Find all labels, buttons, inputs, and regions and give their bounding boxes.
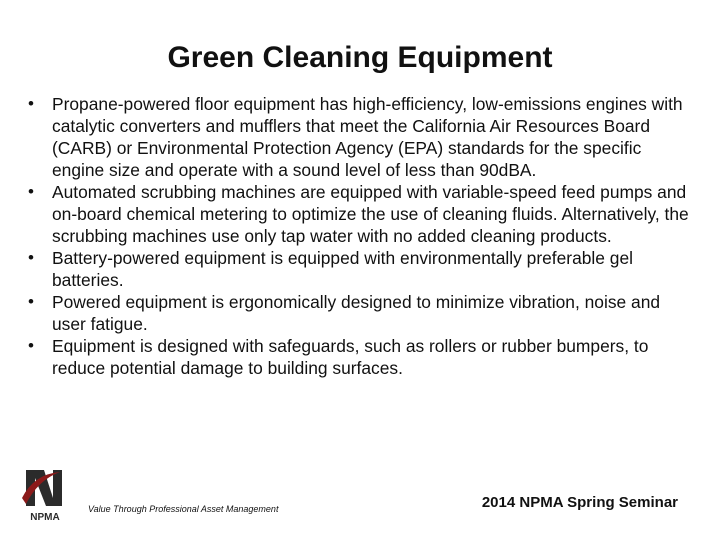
bullet-icon: • [28, 182, 34, 201]
bullet-icon: • [28, 292, 34, 311]
bullet-list [28, 93, 696, 379]
list-item [28, 291, 696, 335]
npma-logo-icon [20, 468, 70, 524]
bullet-text: Automated scrubbing machines are equipped with variable-speed feed pumps and on-board chemical metering to optimize the use of cleaning fluids. Alternatively, the scrubbing machines use only tap water with no added cleaning products. [52, 182, 689, 246]
logo-text: NPMA [30, 512, 60, 523]
bullet-text: Powered equipment is ergonomically designed to minimize vibration, noise and user fatigue. [52, 292, 661, 334]
list-item [28, 181, 696, 247]
bullet-icon: • [28, 336, 34, 355]
bullet-text: Propane-powered floor equipment has high-efficiency, low-emissions engines with catalytic converters and mufflers that meet the California Air Resources Board (CARB) or Environmental Protection Agency (EPA) standards for the specific engine size and operate with a sound level of less than 90dBA. [52, 94, 683, 180]
slide-title: Green Cleaning Equipment [167, 41, 553, 74]
list-item [28, 335, 696, 379]
list-item [28, 247, 696, 291]
footer-tagline: Value Through Professional Asset Management [88, 504, 279, 514]
bullet-icon: • [28, 248, 34, 267]
npma-logo [20, 468, 70, 524]
footer-seminar: 2014 NPMA Spring Seminar [481, 494, 678, 511]
list-item [28, 93, 696, 181]
bullet-icon: • [28, 94, 34, 113]
bullet-text: Equipment is designed with safeguards, such as rollers or rubber bumpers, to reduce potential damage to building surfaces. [52, 336, 649, 378]
bullet-text: Battery-powered equipment is equipped with environmentally preferable gel batteries. [52, 248, 633, 290]
